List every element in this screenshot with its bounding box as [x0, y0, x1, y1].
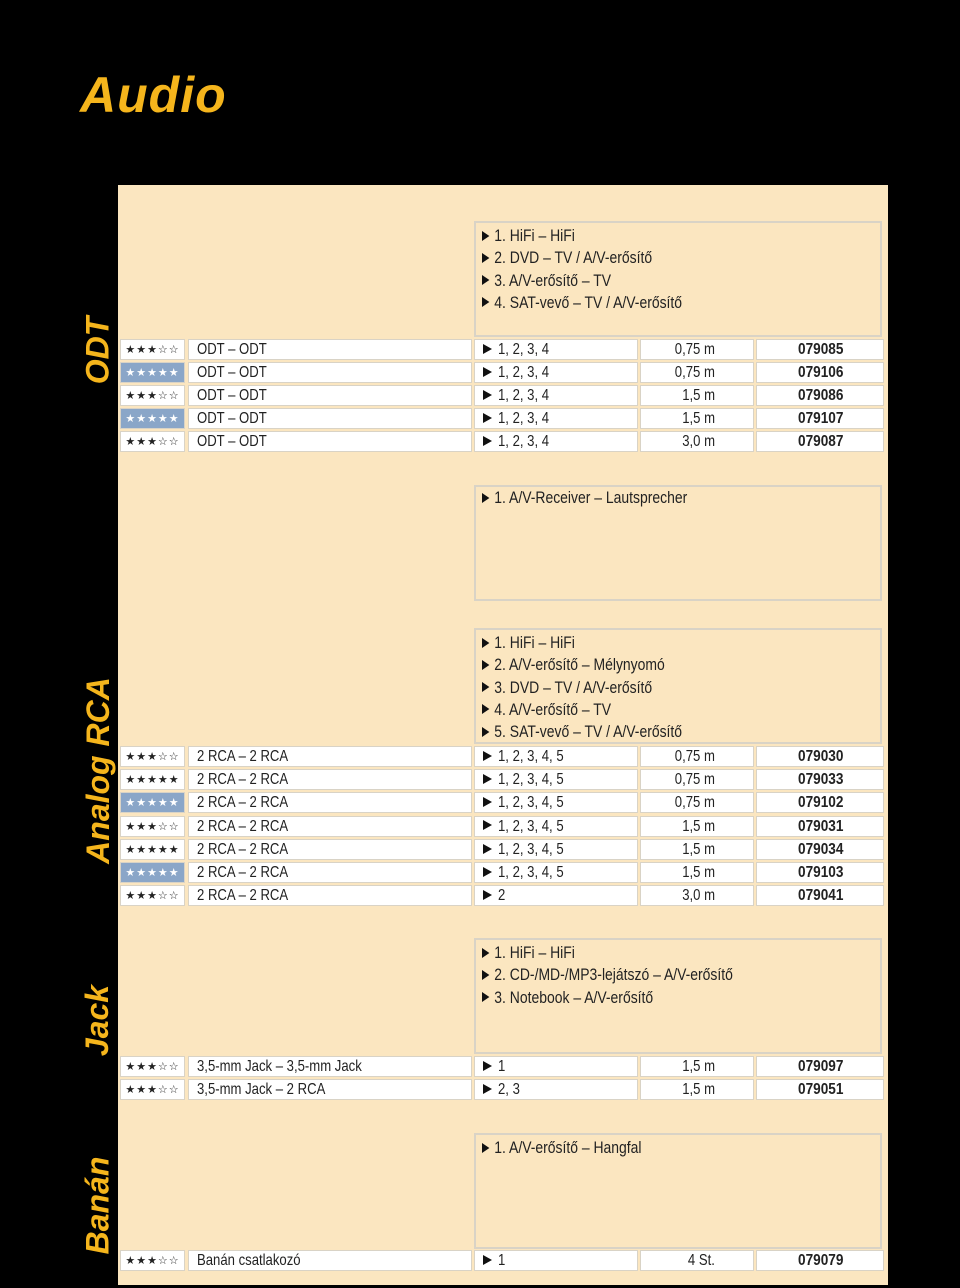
product-name: ODT – ODT	[188, 431, 472, 452]
cable-length: 0,75 m	[640, 792, 754, 813]
quality-rating: ★★★☆☆	[120, 816, 185, 837]
cable-length: 4 St.	[640, 1250, 754, 1271]
product-name: 2 RCA – 2 RCA	[188, 885, 472, 906]
table-row	[118, 385, 884, 408]
arrow-right-icon	[483, 797, 492, 807]
article-number: 079051	[756, 1079, 884, 1100]
table-row	[118, 408, 884, 431]
table-row	[118, 839, 884, 862]
usage-box-banan	[474, 1133, 882, 1249]
usage-ref: 2, 3	[474, 1079, 638, 1100]
article-number: 079107	[756, 408, 884, 429]
usage-box-odt	[474, 221, 882, 337]
usage-box-analog	[474, 628, 882, 744]
product-name: 3,5-mm Jack – 2 RCA	[188, 1079, 472, 1100]
usage-ref: 1, 2, 3, 4, 5	[474, 839, 638, 860]
usage-ref: 1	[474, 1056, 638, 1077]
arrow-right-icon	[483, 751, 492, 761]
quality-rating: ★★★★★	[120, 792, 185, 813]
product-name: ODT – ODT	[188, 385, 472, 406]
product-name: ODT – ODT	[188, 339, 472, 360]
arrow-right-icon	[483, 820, 492, 830]
usage-ref: 1, 2, 3, 4, 5	[474, 862, 638, 883]
arrow-right-icon	[483, 413, 492, 423]
cable-length: 1,5 m	[640, 1056, 754, 1077]
product-name: 2 RCA – 2 RCA	[188, 792, 472, 813]
usage-item: 1. HiFi – HiFi	[482, 225, 808, 247]
arrow-right-icon	[482, 1143, 489, 1153]
quality-rating: ★★★★★	[120, 362, 185, 383]
usage-ref: 1, 2, 3, 4	[474, 362, 638, 383]
cable-length: 1,5 m	[640, 1079, 754, 1100]
arrow-right-icon	[483, 390, 492, 400]
product-name: 2 RCA – 2 RCA	[188, 839, 472, 860]
arrow-right-icon	[483, 436, 492, 446]
quality-rating: ★★★☆☆	[120, 885, 185, 906]
arrow-right-icon	[482, 493, 489, 503]
usage-ref: 1, 2, 3, 4, 5	[474, 746, 638, 767]
usage-item: 1. A/V-Receiver – Lautsprecher	[482, 487, 808, 509]
table-row	[118, 885, 884, 908]
quality-rating: ★★★★★	[120, 839, 185, 860]
usage-ref: 1	[474, 1250, 638, 1271]
cable-length: 1,5 m	[640, 385, 754, 406]
quality-rating: ★★★☆☆	[120, 746, 185, 767]
article-number: 079106	[756, 362, 884, 383]
cable-length: 1,5 m	[640, 408, 754, 429]
quality-rating: ★★★☆☆	[120, 1056, 185, 1077]
usage-ref: 1, 2, 3, 4	[474, 385, 638, 406]
table-row	[118, 362, 884, 385]
article-number: 079031	[756, 816, 884, 837]
usage-item: 4. A/V-erősítő – TV	[482, 699, 808, 721]
arrow-right-icon	[483, 890, 492, 900]
arrow-right-icon	[482, 948, 489, 958]
arrow-right-icon	[483, 1061, 492, 1071]
article-number: 079085	[756, 339, 884, 360]
usage-item: 1. HiFi – HiFi	[482, 632, 808, 654]
usage-ref: 1, 2, 3, 4, 5	[474, 816, 638, 837]
usage-box-jack	[474, 938, 882, 1054]
article-number: 079097	[756, 1056, 884, 1077]
arrow-right-icon	[482, 253, 489, 263]
table-row	[118, 862, 884, 885]
product-name: Banán csatlakozó	[188, 1250, 472, 1271]
cable-length: 0,75 m	[640, 769, 754, 790]
table-row	[118, 816, 884, 839]
section-label-odt: ODT	[79, 316, 116, 384]
cable-length: 0,75 m	[640, 746, 754, 767]
arrow-right-icon	[483, 867, 492, 877]
section-label-jack: Jack	[79, 984, 116, 1056]
article-number: 079079	[756, 1250, 884, 1271]
usage-item: 2. DVD – TV / A/V-erősítő	[482, 247, 808, 269]
cable-length: 0,75 m	[640, 362, 754, 383]
usage-box-receiver	[474, 485, 882, 601]
section-label-analog-rca: Analog RCA	[79, 676, 116, 864]
arrow-right-icon	[482, 704, 489, 714]
arrow-right-icon	[482, 682, 489, 692]
product-name: 3,5-mm Jack – 3,5-mm Jack	[188, 1056, 472, 1077]
quality-rating: ★★★★★	[120, 862, 185, 883]
usage-item: 2. A/V-erősítő – Mélynyomó	[482, 654, 808, 676]
article-number: 079041	[756, 885, 884, 906]
arrow-right-icon	[482, 727, 489, 737]
quality-rating: ★★★☆☆	[120, 431, 185, 452]
usage-item: 5. SAT-vevő – TV / A/V-erősítő	[482, 721, 808, 743]
arrow-right-icon	[483, 1084, 492, 1094]
usage-ref: 2	[474, 885, 638, 906]
table-row	[118, 339, 884, 362]
product-name: 2 RCA – 2 RCA	[188, 746, 472, 767]
article-number: 079034	[756, 839, 884, 860]
usage-item: 3. DVD – TV / A/V-erősítő	[482, 677, 808, 699]
table-row	[118, 1056, 884, 1079]
product-name: ODT – ODT	[188, 408, 472, 429]
arrow-right-icon	[483, 844, 492, 854]
cable-length: 1,5 m	[640, 862, 754, 883]
cable-length: 1,5 m	[640, 839, 754, 860]
product-name: ODT – ODT	[188, 362, 472, 383]
article-number: 079030	[756, 746, 884, 767]
quality-rating: ★★★★★	[120, 769, 185, 790]
quality-rating: ★★★☆☆	[120, 1079, 185, 1100]
article-number: 079033	[756, 769, 884, 790]
arrow-right-icon	[482, 638, 489, 648]
quality-rating: ★★★☆☆	[120, 385, 185, 406]
arrow-right-icon	[482, 297, 489, 307]
page-title: Audio	[80, 67, 227, 123]
table-row	[118, 431, 884, 454]
usage-ref: 1, 2, 3, 4, 5	[474, 769, 638, 790]
usage-ref: 1, 2, 3, 4	[474, 339, 638, 360]
cable-length: 0,75 m	[640, 339, 754, 360]
usage-item: 1. HiFi – HiFi	[482, 942, 808, 964]
cable-length: 3,0 m	[640, 431, 754, 452]
usage-ref: 1, 2, 3, 4	[474, 408, 638, 429]
quality-rating: ★★★☆☆	[120, 1250, 185, 1271]
usage-item: 3. Notebook – A/V-erősítő	[482, 987, 808, 1009]
table-row	[118, 746, 884, 769]
arrow-right-icon	[483, 774, 492, 784]
arrow-right-icon	[482, 970, 489, 980]
article-number: 079086	[756, 385, 884, 406]
usage-item: 3. A/V-erősítő – TV	[482, 270, 808, 292]
quality-rating: ★★★★★	[120, 408, 185, 429]
usage-item: 2. CD-/MD-/MP3-lejátszó – A/V-erősítő	[482, 964, 808, 986]
arrow-right-icon	[482, 231, 489, 241]
arrow-right-icon	[483, 367, 492, 377]
product-name: 2 RCA – 2 RCA	[188, 816, 472, 837]
arrow-right-icon	[482, 992, 489, 1002]
arrow-right-icon	[483, 1255, 492, 1265]
usage-item: 4. SAT-vevő – TV / A/V-erősítő	[482, 292, 808, 314]
product-name: 2 RCA – 2 RCA	[188, 769, 472, 790]
cable-length: 1,5 m	[640, 816, 754, 837]
article-number: 079102	[756, 792, 884, 813]
usage-ref: 1, 2, 3, 4, 5	[474, 792, 638, 813]
cable-length: 3,0 m	[640, 885, 754, 906]
article-number: 079087	[756, 431, 884, 452]
table-row	[118, 1079, 884, 1102]
table-row	[118, 792, 884, 815]
article-number: 079103	[756, 862, 884, 883]
quality-rating: ★★★☆☆	[120, 339, 185, 360]
usage-ref: 1, 2, 3, 4	[474, 431, 638, 452]
table-row	[118, 769, 884, 792]
table-row	[118, 1250, 884, 1273]
arrow-right-icon	[482, 660, 489, 670]
arrow-right-icon	[483, 344, 492, 354]
arrow-right-icon	[482, 275, 489, 285]
usage-item: 1. A/V-erősítő – Hangfal	[482, 1137, 808, 1159]
section-label-banan: Banán	[79, 1156, 116, 1254]
product-name: 2 RCA – 2 RCA	[188, 862, 472, 883]
